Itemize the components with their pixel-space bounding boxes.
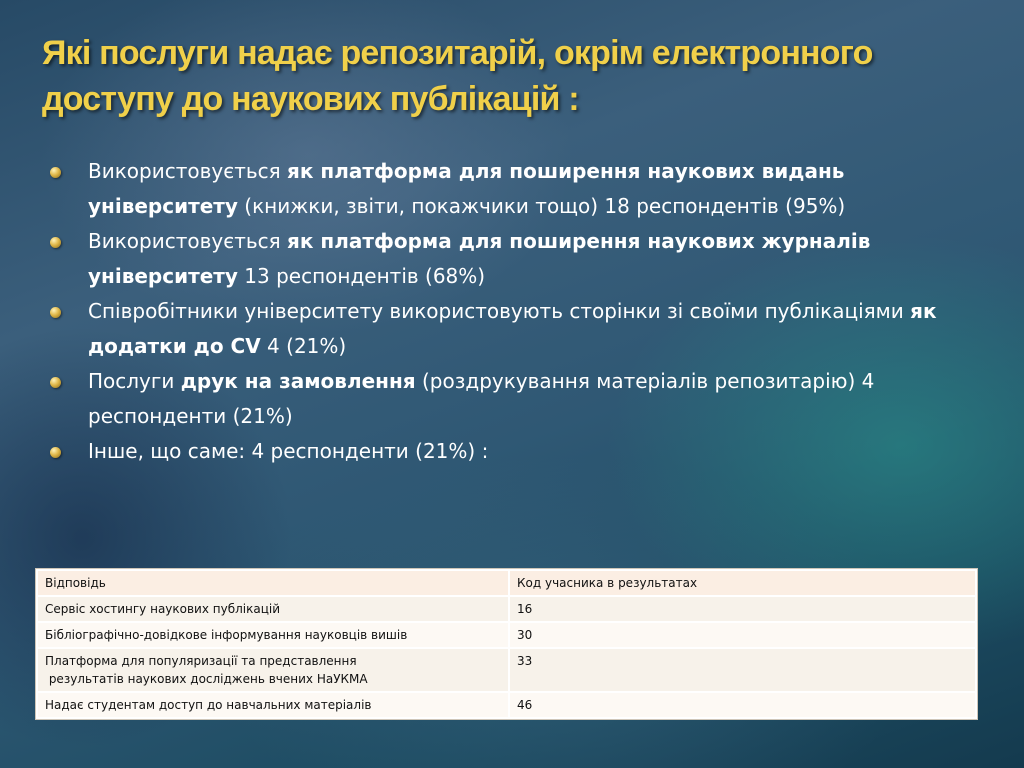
table-cell-code: 33 [509, 648, 976, 692]
bullet-item [46, 224, 966, 294]
table-header-row [37, 570, 976, 596]
bullet-text: (книжки, звіти, покажчики тощо) 18 респондентів (95%) [237, 194, 846, 218]
bullet-item [46, 154, 966, 224]
answer-line: результатів наукових досліджень вчених НаУКМА [45, 672, 368, 686]
bullet-item [46, 434, 966, 469]
table-cell-answer [37, 622, 509, 648]
table-row [37, 648, 976, 692]
table-row [37, 692, 976, 718]
bullet-text: Інше, що саме: 4 респонденти (21%) : [88, 439, 489, 463]
table-header-answer: Відповідь [37, 570, 509, 596]
bullet-bold-text: як платформа для поширення наукових журналів університету [88, 229, 871, 288]
answer-line: Сервіс хостингу наукових публікацій [45, 602, 281, 616]
bullet-bold-text: як платформа для поширення наукових видань університету [88, 159, 845, 218]
bullet-bold-text: як додатки до CV [88, 299, 937, 358]
table-cell-code: 30 [509, 622, 976, 648]
bullet-text: Співробітники університету використовують сторінки зі своїми публікаціями [88, 299, 911, 323]
answer-line: Бібліографічно-довідкове інформування науковців вишів [45, 628, 408, 642]
bullet-icon [50, 237, 61, 248]
table-cell-answer [37, 596, 509, 622]
bullet-text: (роздрукування матеріалів репозитарію) 4 респонденти (21%) [88, 369, 875, 428]
table-cell-answer [37, 692, 509, 718]
bullet-text: 4 (21%) [260, 334, 347, 358]
slide-title-line-2: доступу до наукових публікацій : [42, 80, 579, 118]
slide-title-line-1: Які послуги надає репозитарій, окрім електронного [42, 34, 873, 72]
bullet-list [46, 154, 966, 469]
bullet-icon [50, 447, 61, 458]
bullet-bold-text: друк на замовлення [180, 369, 416, 393]
answer-line: Платформа для популяризації та представлення [45, 654, 357, 668]
bullet-text: Послуги [88, 369, 181, 393]
bullet-text: 13 респондентів (68%) [237, 264, 486, 288]
table-row [37, 622, 976, 648]
bullet-item [46, 294, 966, 364]
bullet-text: Використовується [88, 159, 288, 183]
bullet-icon [50, 167, 61, 178]
table-cell-code: 46 [509, 692, 976, 718]
bullet-icon [50, 307, 61, 318]
bullet-text: Використовується [88, 229, 288, 253]
table-cell-answer [37, 648, 509, 692]
bullet-item [46, 364, 966, 434]
bullet-icon [50, 377, 61, 388]
table-row [37, 596, 976, 622]
answer-line: Надає студентам доступ до навчальних матеріалів [45, 698, 372, 712]
table-header-code: Код учасника в результатах [509, 570, 976, 596]
table-cell-code: 16 [509, 596, 976, 622]
slide-title [42, 30, 992, 122]
results-table [35, 568, 978, 720]
